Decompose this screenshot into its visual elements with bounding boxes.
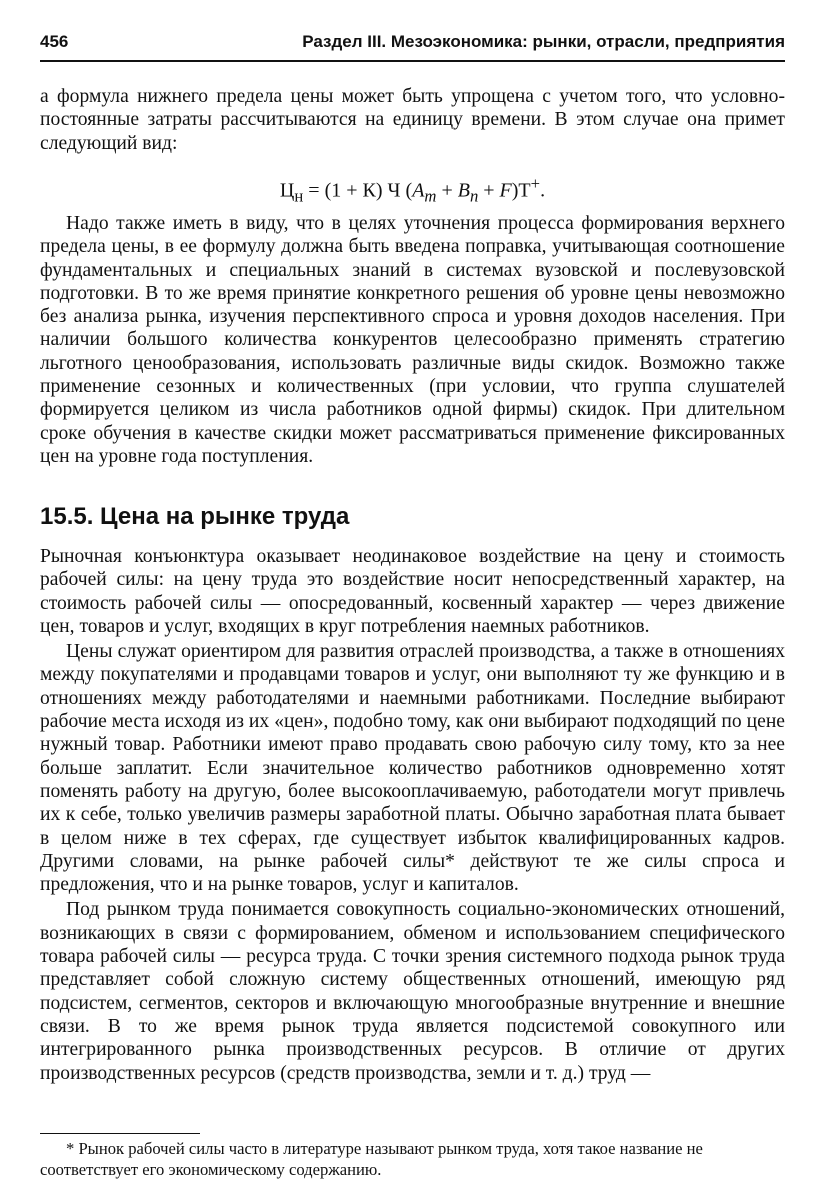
running-title: Раздел III. Мезоэкономика: рынки, отрасли, предприятия [302,32,785,51]
paragraph: Под рынком труда понимается совокупность социально-экономических отношений, возникающих в связи с формированием, обменом и использованием специфического товара рабочей силы — ресурса труда. С точки зрения системного подхода рынок труда представляет собой сложную систему общественных отношений, имеющую ряд подсистем, сегментов, секторов и включающую многообразные внутренние и внешние связи. В то же время рынок труда является подсистемой совокупного или интегрированного рынка производственных ресурсов. В отличие от других производственных ресурсов (средств производства, земли и т. д.) труд — [40,899,785,1084]
formula-plus: + [436,179,458,202]
formula-part: )Т [511,179,531,202]
section-body [40,545,785,1085]
formula-lhs: Ц [279,179,295,202]
formula-var-b: В [457,179,470,202]
formula-sup: + [530,174,541,193]
price-formula [40,172,785,209]
formula-line [40,172,785,209]
formula-var-a-sub: т [424,186,437,206]
formula-var-a: А [412,179,425,202]
formula-var-f: F [499,179,512,202]
footnote: * Рынок рабочей силы часто в литературе называют рынком труда, хотя такое название не соответствует его экономическому содержанию. [40,1139,703,1179]
formula-part: = (1 + К) Ч ( [303,179,413,202]
header-rule [40,60,785,62]
intro-block [40,85,785,155]
paragraph: Цены служат ориентиром для развития отраслей производства, а также в отношениях между покупателями и продавцами товаров и услуг, они выполняют ту же функцию и в отношениях между работодателями и наемными работниками. Последние выбирают рабочие места исходя из их «цен», подобно тому, как они выбирают подходящий по цене нужный товар. Работники имеют право продавать свою рабочую силу тому, кто за нее больше заплатит. Если значительное количество работников одновременно хотят поменять работу на другую, более высокооплачиваемую, работодатели могут привлечь их к себе, только увеличив размеры заработной платы. Обычно заработная плата бывает в целом ниже в тех сферах, где существует избыток квалифицированных кадров. Другими словами, на рынке рабочей силы* действуют те же силы спроса и предложения, что и на рынке товаров, услуг и капиталов. [40,641,785,896]
section-heading: 15.5. Цена на рынке труда [40,503,350,530]
formula-plus: + [478,179,500,202]
intro-paragraph: а формула нижнего предела цены может быть упрощена с учетом того, что условно-постоянные затраты рассчитываются на единицу времени. В этом случае она примет следующий вид: [40,86,785,154]
formula-lhs-sub: н [294,186,304,206]
page-number: 456 [40,32,69,51]
paragraph-upper-limit: Надо также иметь в виду, что в целях уточнения процесса формирования верхнего предела цены, в ее формулу должна быть введена поправка, учитывающая соотношение фундаментальных и специальных знаний в системах вузовской и послевузовской подготовки. В то же время принятие конкретного решения об уровне цены невозможно без анализа рынка, изучения перспективного спроса и уровня доходов населения. При наличии большого количества конкурентов целесообразно применять стратегию льготного ценообразования, использовать различные виды скидок. Возможно также применение сезонных и количественных (при условии, что группа слушателей формируется целиком из числа работников одной фирмы) скидок. При длительном сроке обучения в качестве скидки может рассматриваться применение фиксированных цен на уровне года поступления. [40,213,785,467]
formula-end: . [540,179,546,202]
paragraph: Рыночная конъюнктура оказывает неодинаковое воздействие на цену и стоимость рабочей силы: на цену труда это воздействие носит непосредственный характер, на стоимость рабочей силы — опосредованный, косвенный характер — через движение цен, товаров и услуг, входящих в круг потребления наемных работников. [40,546,785,637]
running-header [40,28,785,56]
footnote-block [40,1138,785,1180]
formula-var-b-sub: п [469,186,479,206]
upper-limit-block [40,212,785,468]
section-heading-block [40,502,785,532]
footnote-rule [40,1133,200,1134]
